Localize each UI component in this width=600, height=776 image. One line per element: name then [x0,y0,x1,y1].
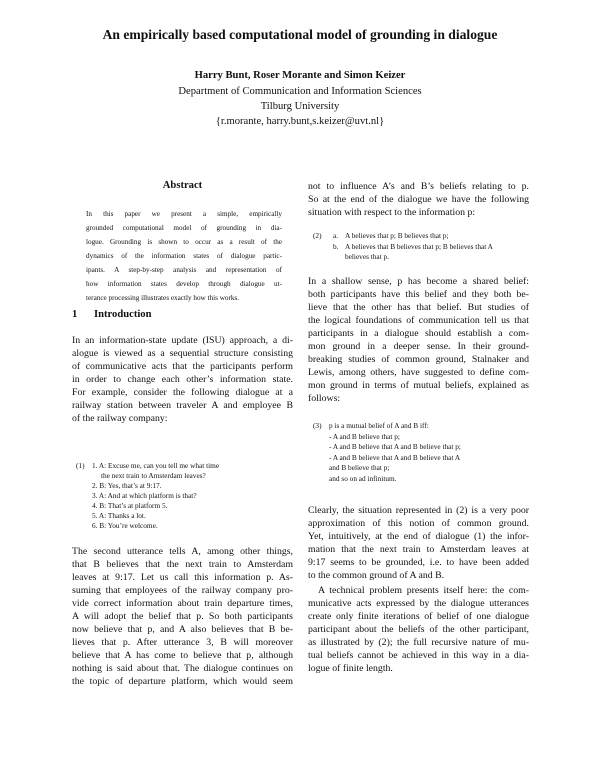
example-line: and so on ad infinitum. [329,474,397,483]
affiliation-university: Tilburg University [260,101,340,112]
affiliation-emails: {r.morante, harry.bunt,s.keizer@uvt.nl} [215,116,385,127]
text-line: Lewis, among others, have suggested to define com- [308,367,529,378]
example-label: (1) [76,461,85,470]
abstract-line: In this paper we present a simple, empirically [86,210,282,218]
example-label: (2) [313,231,322,240]
text-line: breaking studies of common ground, Stalnaker and [308,354,529,365]
text-line: For example, consider the following dialogue at a [72,387,293,398]
text-line: not to influence A’s and B’s beliefs relating to p. [308,181,529,192]
text-line: The second utterance tells A, among other things, [72,546,293,557]
section-heading [72,309,152,320]
text-line: lieve that the other has that belief. But studies of [308,302,529,313]
example-line: believes that p. [345,252,389,261]
example-line: 3. A: And at which platform is that? [92,491,197,500]
paper-title: An empirically based computational model of grounding in dialogue [102,27,498,42]
example-line: 4. B: That’s at platform 5. [92,501,168,510]
example-line: p is a mutual belief of A and B iff: [329,421,429,430]
text-line: participants in a dialogue should establish a com- [308,328,529,339]
example-line: A believes that p; B believes that p; [345,231,449,240]
text-line: believe that A has come to believe that p, although [72,650,293,661]
abstract-heading: Abstract [162,180,203,191]
text-line: create only finite iterations of belief of one dialogue [308,611,529,622]
text-line: participant about the beliefs of the other participant, [308,624,529,635]
example-line: 5. A: Thanks a lot. [92,511,146,520]
example-line: A believes that B believes that p; B believes that A [345,242,493,251]
text-line: logue of finite length. [308,663,393,674]
text-line: as illustrated by (2); the full recursive nature of mu- [308,637,529,648]
example-label: (3) [313,421,322,430]
example-line: 6. B: You’re welcome. [92,521,158,530]
text-line: alogue is viewed as a sequential structure consisting [72,348,293,359]
text-line: So at the end of the dialogue we have the following [308,194,529,205]
text-line: to the common ground of A and B. [308,570,445,581]
text-line: both participants have this belief and they both be- [308,289,529,300]
text-line: suming that employees of the railway company pro- [72,585,293,596]
text-line: in order to change each other’s information state. [72,374,293,385]
affiliation-department: Department of Communication and Information Sciences [178,86,422,97]
text-line: mon ground in a deeper sense. In their ground- [308,341,529,352]
text-line: nothing is said about that. The dialogue continues on [72,663,293,674]
abstract-line: terance processing illustrates exactly how this works. [86,294,240,302]
example-line: the next train to Amsterdam leaves? [101,471,206,480]
abstract-line: dynamics of the information states of dialogue partic- [86,252,282,260]
text-line: Yet, intuitively, at the end of dialogue (1) the infor- [308,531,529,542]
text-line: mon ground in terms of mutual beliefs, explained as [308,380,529,391]
text-line: A technical problem presents itself here: the com- [318,585,529,596]
example-line: - A and B believe that A and B believe that p; [329,442,461,451]
text-line: tual beliefs cannot be achieved in this way in a dia- [308,650,529,661]
text-line: municative acts expressed by the dialogue utterances [308,598,529,609]
text-line: A will adopt the belief that p. So both participants [72,611,293,622]
text-line: of the railway company: [72,413,168,424]
example-line: 1. A: Excuse me, can you tell me what time [92,461,220,470]
text-line: of communicative acts that the participants perform [72,361,293,372]
abstract-line: ipants. A step-by-step analysis and representation of [86,266,282,274]
text-line: vide correct information about train departure times, [72,598,293,609]
text-line: 9:17 seems to be grounded, i.e. to have been added [308,557,529,568]
abstract-line: how information states develop through dialogue ut- [86,280,282,288]
example-line: 2. B: Yes, that’s at 9:17. [92,481,162,490]
text-line: mation that the next train to Amsterdam leaves at [308,544,529,555]
text-line: follows: [308,393,341,404]
author-list: Harry Bunt, Roser Morante and Simon Keizer [194,70,406,81]
example-line: - A and B believe that A and B believe that A [329,453,461,462]
section-title: Introduction [94,309,152,320]
example-line: - A and B believe that p; [329,432,400,441]
example-item-label: a. [333,231,339,240]
text-line: approximation of this notion of common ground. [308,518,529,529]
text-line: the topic of departure platform, which would seem [72,676,293,687]
section-number: 1 [72,309,78,320]
text-line: that B believes that the next train to Amsterdam [72,559,293,570]
text-line: Clearly, the situation represented in (2) is a very poor [308,505,529,516]
abstract-line: grounded computational model of grounding in dia- [86,224,282,232]
abstract-line: logue. Grounding is shown to occur as a result of the [86,238,282,246]
text-line: the logical foundations of communication tell us that [308,315,529,326]
text-line: leaves at 9:17. Let us call this information p. As- [72,572,293,583]
text-line: In a shallow sense, p has become a shared belief: [308,276,529,287]
text-line: In an information-state update (ISU) approach, a di- [72,335,293,346]
example-line: and B believe that p; [329,463,390,472]
text-line: lieves that p. After utterance 3, B will moreover [72,637,293,648]
example-item-label: b. [333,242,339,251]
text-line: railway station between traveler A and employee B [72,400,293,411]
text-line: now believe that p, and A also believes that B be- [72,624,293,635]
text-line: situation with respect to the information p: [308,207,476,218]
